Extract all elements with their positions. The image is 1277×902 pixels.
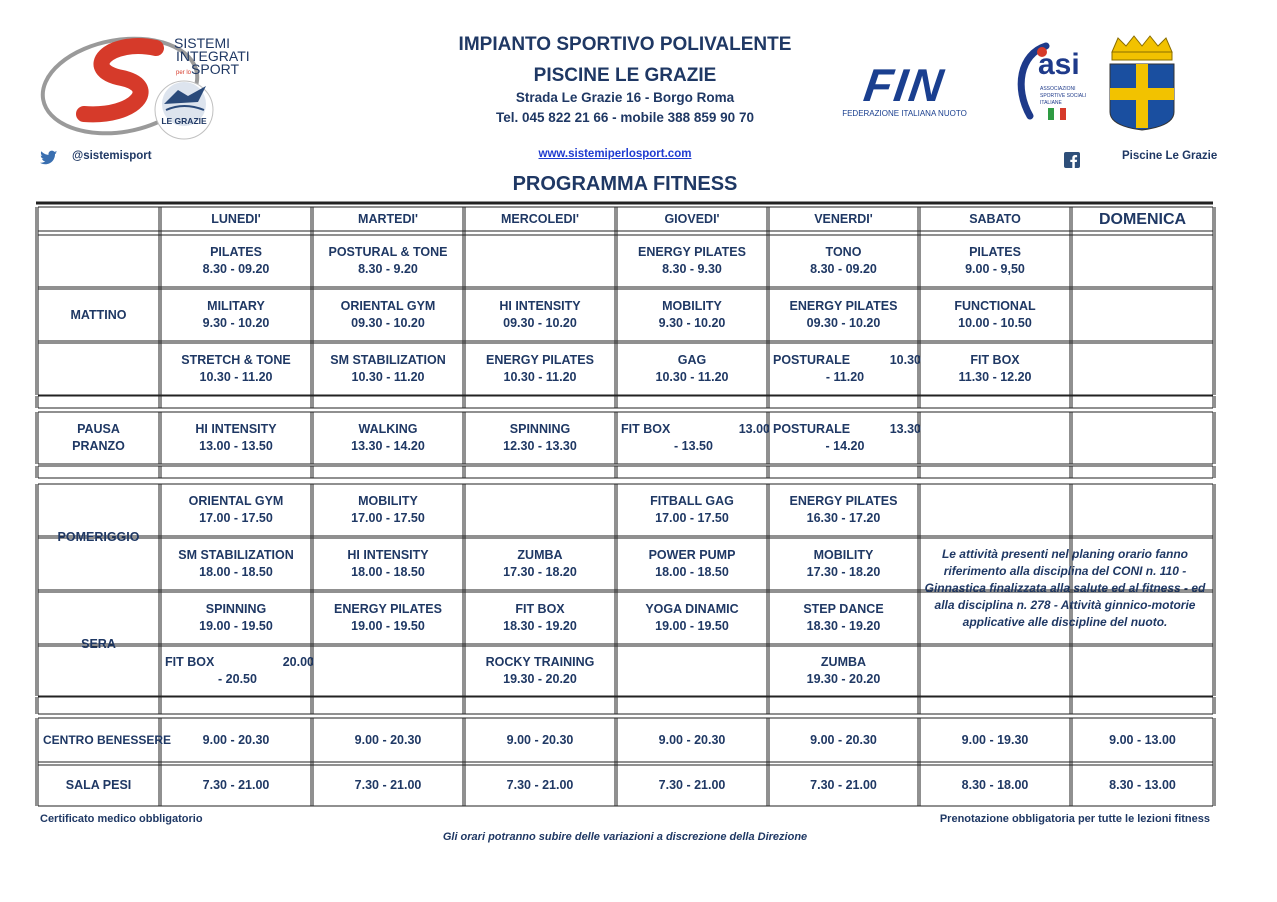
pesi-hours-title: 8.30 - 18.00 bbox=[961, 778, 1029, 792]
class-slot-title bbox=[773, 352, 921, 369]
class-slot bbox=[618, 235, 766, 287]
sis-line3: SPORT bbox=[191, 61, 239, 77]
class-slot bbox=[770, 412, 921, 464]
disciplines-note: Le attività presenti nel planing orario fanno riferimento alla disciplina del CONI n. 110 - Ginnastica finalizzata alla salute ed al fitness - ed alla disciplina n. 278 - Attività ginnico-motorie applicative alle discipline del nuoto. bbox=[924, 547, 1206, 629]
class-slot-title: WALKING bbox=[358, 422, 418, 436]
day-header-4 bbox=[618, 207, 766, 231]
class-slot-time: 10.30 - 11.20 bbox=[199, 370, 273, 384]
benessere-hours bbox=[770, 718, 917, 762]
slot-time-part: 13.00 bbox=[738, 422, 770, 436]
page-title: PROGRAMMA FITNESS bbox=[512, 173, 738, 195]
class-slot-title: FUNCTIONAL bbox=[954, 299, 1036, 313]
class-slot-time: 19.30 - 20.20 bbox=[503, 672, 577, 686]
class-slot bbox=[162, 484, 310, 536]
class-slot bbox=[162, 412, 310, 464]
class-slot-title: MOBILITY bbox=[662, 299, 722, 313]
slot-name-part: POSTURALE bbox=[773, 353, 851, 367]
footer-medical-certificate: Certificato medico obbligatorio bbox=[40, 813, 203, 825]
class-slot-time: 17.00 - 17.50 bbox=[351, 511, 425, 525]
class-slot-title: YOGA DINAMIC bbox=[645, 602, 739, 616]
class-slot bbox=[770, 484, 917, 536]
website-link[interactable]: www.sistemiperlosport.com bbox=[538, 148, 692, 160]
class-slot-time: - 14.20 bbox=[825, 439, 865, 453]
asi-caption-3: ITALIANE bbox=[1040, 100, 1062, 106]
class-slot-title: TONO bbox=[825, 245, 862, 259]
facility-name: IMPIANTO SPORTIVO POLIVALENTE bbox=[458, 34, 792, 55]
class-slot-title: HI INTENSITY bbox=[195, 422, 277, 436]
pesi-hours bbox=[618, 765, 766, 806]
class-slot-title bbox=[773, 421, 921, 438]
class-slot-time: 8.30 - 9.30 bbox=[662, 262, 722, 276]
pesi-hours-title: 8.30 - 13.00 bbox=[1109, 778, 1176, 792]
class-slot bbox=[314, 538, 462, 590]
fin-logo-text: FIN bbox=[860, 59, 949, 111]
benessere-hours bbox=[1073, 718, 1212, 762]
class-slot-title: GAG bbox=[677, 353, 707, 367]
class-slot bbox=[466, 289, 614, 341]
class-slot-title: HI INTENSITY bbox=[347, 548, 429, 562]
pesi-hours bbox=[770, 765, 917, 806]
period-mattino-title: MATTINO bbox=[70, 307, 127, 322]
sis-line2: INTEGRATI bbox=[176, 48, 250, 64]
class-slot-time: 9.30 - 10.20 bbox=[202, 316, 270, 330]
class-slot-time: - 11.20 bbox=[825, 370, 865, 384]
class-slot-time: - 13.50 bbox=[674, 439, 713, 453]
class-slot-time: 10.30 - 11.20 bbox=[655, 370, 729, 384]
period-pomeriggio bbox=[39, 484, 158, 590]
day-header-7 bbox=[1073, 207, 1212, 231]
benessere-hours bbox=[314, 718, 462, 762]
day-header-3 bbox=[466, 207, 614, 231]
class-slot bbox=[466, 343, 614, 395]
day-header-2-title: MARTEDI' bbox=[358, 211, 418, 226]
class-slot-time: 12.30 - 13.30 bbox=[503, 439, 577, 453]
pesi-hours-title: 7.30 - 21.00 bbox=[354, 778, 422, 792]
class-slot-time: 9.00 - 9,50 bbox=[965, 262, 1025, 276]
pesi-hours-title: 7.30 - 21.00 bbox=[658, 778, 726, 792]
class-slot-title: ENERGY PILATES bbox=[638, 245, 746, 259]
class-slot-time: 09.30 - 10.20 bbox=[806, 316, 881, 330]
period-benessere-title: CENTRO BENESSERE bbox=[43, 732, 172, 747]
pesi-hours-title: 7.30 - 21.00 bbox=[506, 778, 574, 792]
class-slot-time: 17.00 - 17.50 bbox=[655, 511, 729, 525]
pesi-hours-title: 7.30 - 21.00 bbox=[202, 778, 270, 792]
facebook-page[interactable]: Piscine Le Grazie bbox=[1122, 150, 1218, 162]
phone: Tel. 045 822 21 66 - mobile 388 859 90 70 bbox=[496, 110, 754, 125]
class-slot bbox=[162, 538, 310, 590]
class-slot bbox=[770, 289, 917, 341]
slot-time-part: 20.00 bbox=[282, 655, 314, 669]
period-pesi bbox=[39, 765, 158, 806]
benessere-hours-title: 9.00 - 20.30 bbox=[202, 732, 270, 747]
day-header-3-title: MERCOLEDI' bbox=[501, 211, 579, 226]
period-mattino bbox=[39, 235, 158, 395]
class-slot bbox=[314, 235, 462, 287]
class-slot bbox=[314, 289, 462, 341]
class-slot bbox=[466, 538, 614, 590]
class-slot-title: POSTURAL & TONE bbox=[328, 245, 448, 259]
class-slot-time: 18.00 - 18.50 bbox=[655, 565, 729, 579]
class-slot-title: MOBILITY bbox=[358, 494, 418, 508]
class-slot-title: ENERGY PILATES bbox=[334, 602, 442, 616]
class-slot bbox=[162, 235, 310, 287]
class-slot-title: SPINNING bbox=[205, 602, 267, 616]
pesi-hours bbox=[314, 765, 462, 806]
benessere-hours bbox=[162, 718, 310, 762]
slot-name-part: POSTURALE bbox=[773, 422, 851, 436]
benessere-hours-title: 9.00 - 20.30 bbox=[354, 732, 422, 747]
class-slot-time: 18.30 - 19.20 bbox=[503, 619, 577, 633]
class-slot bbox=[618, 343, 766, 395]
class-slot-title: HI INTENSITY bbox=[499, 299, 581, 313]
class-slot-time: 10.00 - 10.50 bbox=[958, 316, 1032, 330]
fin-logo-caption: FEDERAZIONE ITALIANA NUOTO bbox=[842, 109, 967, 118]
pool-name: PISCINE LE GRAZIE bbox=[533, 65, 717, 86]
day-header-6 bbox=[921, 207, 1069, 231]
class-slot-title: MILITARY bbox=[207, 299, 265, 313]
class-slot bbox=[618, 592, 766, 644]
period-sera bbox=[39, 592, 158, 696]
le-grazie-badge-text: LE GRAZIE bbox=[161, 116, 207, 126]
class-slot-time: 10.30 - 11.20 bbox=[503, 370, 577, 384]
class-slot bbox=[466, 592, 614, 644]
day-header-1-title: LUNEDI' bbox=[211, 211, 261, 226]
class-slot bbox=[618, 538, 766, 590]
class-slot-title: ORIENTAL GYM bbox=[188, 494, 284, 508]
day-header-5 bbox=[770, 207, 917, 231]
class-slot bbox=[314, 592, 462, 644]
slot-name-part: FIT BOX bbox=[165, 655, 215, 669]
class-slot bbox=[770, 646, 917, 696]
class-slot-time: 13.30 - 14.20 bbox=[351, 439, 425, 453]
class-slot-time: 18.00 - 18.50 bbox=[351, 565, 425, 579]
class-slot-time: 8.30 - 9.20 bbox=[358, 262, 418, 276]
class-slot-time: 8.30 - 09.20 bbox=[202, 262, 270, 276]
pesi-hours bbox=[162, 765, 310, 806]
asi-caption-2: SPORTIVE SOCIALI bbox=[1040, 93, 1087, 99]
class-slot bbox=[921, 343, 1069, 395]
class-slot-title: ENERGY PILATES bbox=[789, 299, 898, 313]
class-slot-title: ROCKY TRAINING bbox=[485, 655, 595, 669]
period-pausa-time: PRANZO bbox=[72, 439, 125, 453]
class-slot bbox=[466, 412, 614, 464]
day-header-7-title: DOMENICA bbox=[1098, 210, 1187, 228]
slot-time-part: 10.30 bbox=[889, 353, 921, 367]
class-slot-time: 19.00 - 19.50 bbox=[351, 619, 425, 633]
class-slot bbox=[162, 343, 310, 395]
class-slot-title: STEP DANCE bbox=[803, 602, 884, 616]
class-slot-time: 16.30 - 17.20 bbox=[806, 511, 881, 525]
class-slot-time: 19.30 - 20.20 bbox=[806, 672, 881, 686]
twitter-handle[interactable]: @sistemisport bbox=[72, 150, 152, 162]
day-header-5-title: VENERDI' bbox=[814, 211, 873, 226]
period-sera-title: SERA bbox=[81, 636, 116, 651]
pesi-hours bbox=[1073, 765, 1212, 806]
class-slot bbox=[466, 646, 614, 696]
class-slot-title: PILATES bbox=[210, 245, 262, 259]
class-slot bbox=[314, 484, 462, 536]
day-header-4-title: GIOVEDI' bbox=[664, 211, 720, 226]
period-pomeriggio-title: POMERIGGIO bbox=[57, 529, 140, 544]
class-slot bbox=[162, 289, 310, 341]
class-slot-time: 09.30 - 10.20 bbox=[503, 316, 577, 330]
class-slot-time: 8.30 - 09.20 bbox=[810, 262, 877, 276]
class-slot-title: FIT BOX bbox=[515, 602, 565, 616]
period-pausa bbox=[39, 412, 158, 464]
benessere-hours-title: 9.00 - 20.30 bbox=[506, 732, 574, 747]
class-slot-time: 19.00 - 19.50 bbox=[655, 619, 729, 633]
class-slot-title: ZUMBA bbox=[820, 655, 867, 669]
period-pausa-title: PAUSA bbox=[77, 422, 120, 436]
slot-time-part: 13.30 bbox=[889, 422, 921, 436]
class-slot-title: STRETCH & TONE bbox=[181, 353, 291, 367]
benessere-hours bbox=[921, 718, 1069, 762]
class-slot-title: PILATES bbox=[969, 245, 1021, 259]
class-slot-time: 9.30 - 10.20 bbox=[658, 316, 726, 330]
pesi-hours bbox=[466, 765, 614, 806]
class-slot-time: 13.00 - 13.50 bbox=[199, 439, 273, 453]
class-slot-time: 17.00 - 17.50 bbox=[199, 511, 273, 525]
sis-small: per lo bbox=[176, 70, 192, 76]
benessere-hours-title: 9.00 - 20.30 bbox=[810, 732, 877, 747]
class-slot-time: 17.30 - 18.20 bbox=[806, 565, 881, 579]
class-slot-time: 17.30 - 18.20 bbox=[503, 565, 577, 579]
class-slot-title: MOBILITY bbox=[813, 548, 874, 562]
class-slot bbox=[162, 592, 310, 644]
class-slot-title: SPINNING bbox=[509, 422, 571, 436]
pesi-hours bbox=[921, 765, 1069, 806]
class-slot-title: ENERGY PILATES bbox=[789, 494, 898, 508]
class-slot-title: FITBALL GAG bbox=[650, 494, 734, 508]
asi-logo-text: asi bbox=[1038, 48, 1080, 81]
class-slot-title: FIT BOX bbox=[970, 353, 1020, 367]
address: Strada Le Grazie 16 - Borgo Roma bbox=[515, 90, 735, 105]
footer-booking-required: Prenotazione obbligatoria per tutte le lezioni fitness bbox=[939, 813, 1210, 825]
asi-caption-1: ASSOCIAZIONI bbox=[1040, 86, 1076, 92]
class-slot-title: POWER PUMP bbox=[648, 548, 736, 562]
class-slot bbox=[618, 289, 766, 341]
class-slot bbox=[921, 289, 1069, 341]
benessere-hours-title: 9.00 - 13.00 bbox=[1109, 732, 1176, 747]
class-slot bbox=[618, 412, 770, 464]
class-slot-time: 10.30 - 11.20 bbox=[351, 370, 425, 384]
class-slot bbox=[921, 235, 1069, 287]
class-slot bbox=[770, 538, 917, 590]
class-slot-time: 18.00 - 18.50 bbox=[199, 565, 273, 579]
class-slot bbox=[770, 343, 921, 395]
benessere-hours bbox=[466, 718, 614, 762]
class-slot bbox=[770, 235, 917, 287]
footer-schedule-disclaimer: Gli orari potranno subire delle variazioni a discrezione della Direzione bbox=[442, 831, 808, 843]
day-header-1 bbox=[162, 207, 310, 231]
class-slot-title: ZUMBA bbox=[517, 548, 563, 562]
class-slot bbox=[314, 412, 462, 464]
class-slot-time: 18.30 - 19.20 bbox=[806, 619, 881, 633]
period-benessere bbox=[39, 718, 172, 762]
benessere-hours bbox=[618, 718, 766, 762]
class-slot-title: ENERGY PILATES bbox=[486, 353, 594, 367]
class-slot bbox=[770, 592, 917, 644]
class-slot-time: 09.30 - 10.20 bbox=[351, 316, 425, 330]
class-slot-title: SM STABILIZATION bbox=[330, 353, 446, 367]
benessere-hours-title: 9.00 - 19.30 bbox=[961, 732, 1029, 747]
class-slot-time: 11.30 - 12.20 bbox=[958, 370, 1032, 384]
day-header-2 bbox=[314, 207, 462, 231]
slot-name-part: FIT BOX bbox=[621, 422, 671, 436]
class-slot-title bbox=[165, 654, 314, 671]
class-slot-title bbox=[621, 421, 770, 438]
day-header-6-title: SABATO bbox=[969, 211, 1021, 226]
class-slot-time: 19.00 - 19.50 bbox=[199, 619, 273, 633]
class-slot bbox=[162, 646, 314, 696]
class-slot bbox=[314, 343, 462, 395]
class-slot-title: ORIENTAL GYM bbox=[340, 299, 436, 313]
benessere-hours-title: 9.00 - 20.30 bbox=[658, 732, 726, 747]
pesi-hours-title: 7.30 - 21.00 bbox=[810, 778, 877, 792]
period-pesi-title: SALA PESI bbox=[65, 778, 132, 792]
class-slot-title: SM STABILIZATION bbox=[178, 548, 294, 562]
class-slot bbox=[618, 484, 766, 536]
sis-line1: SISTEMI bbox=[174, 35, 231, 51]
class-slot-time: - 20.50 bbox=[218, 672, 257, 686]
